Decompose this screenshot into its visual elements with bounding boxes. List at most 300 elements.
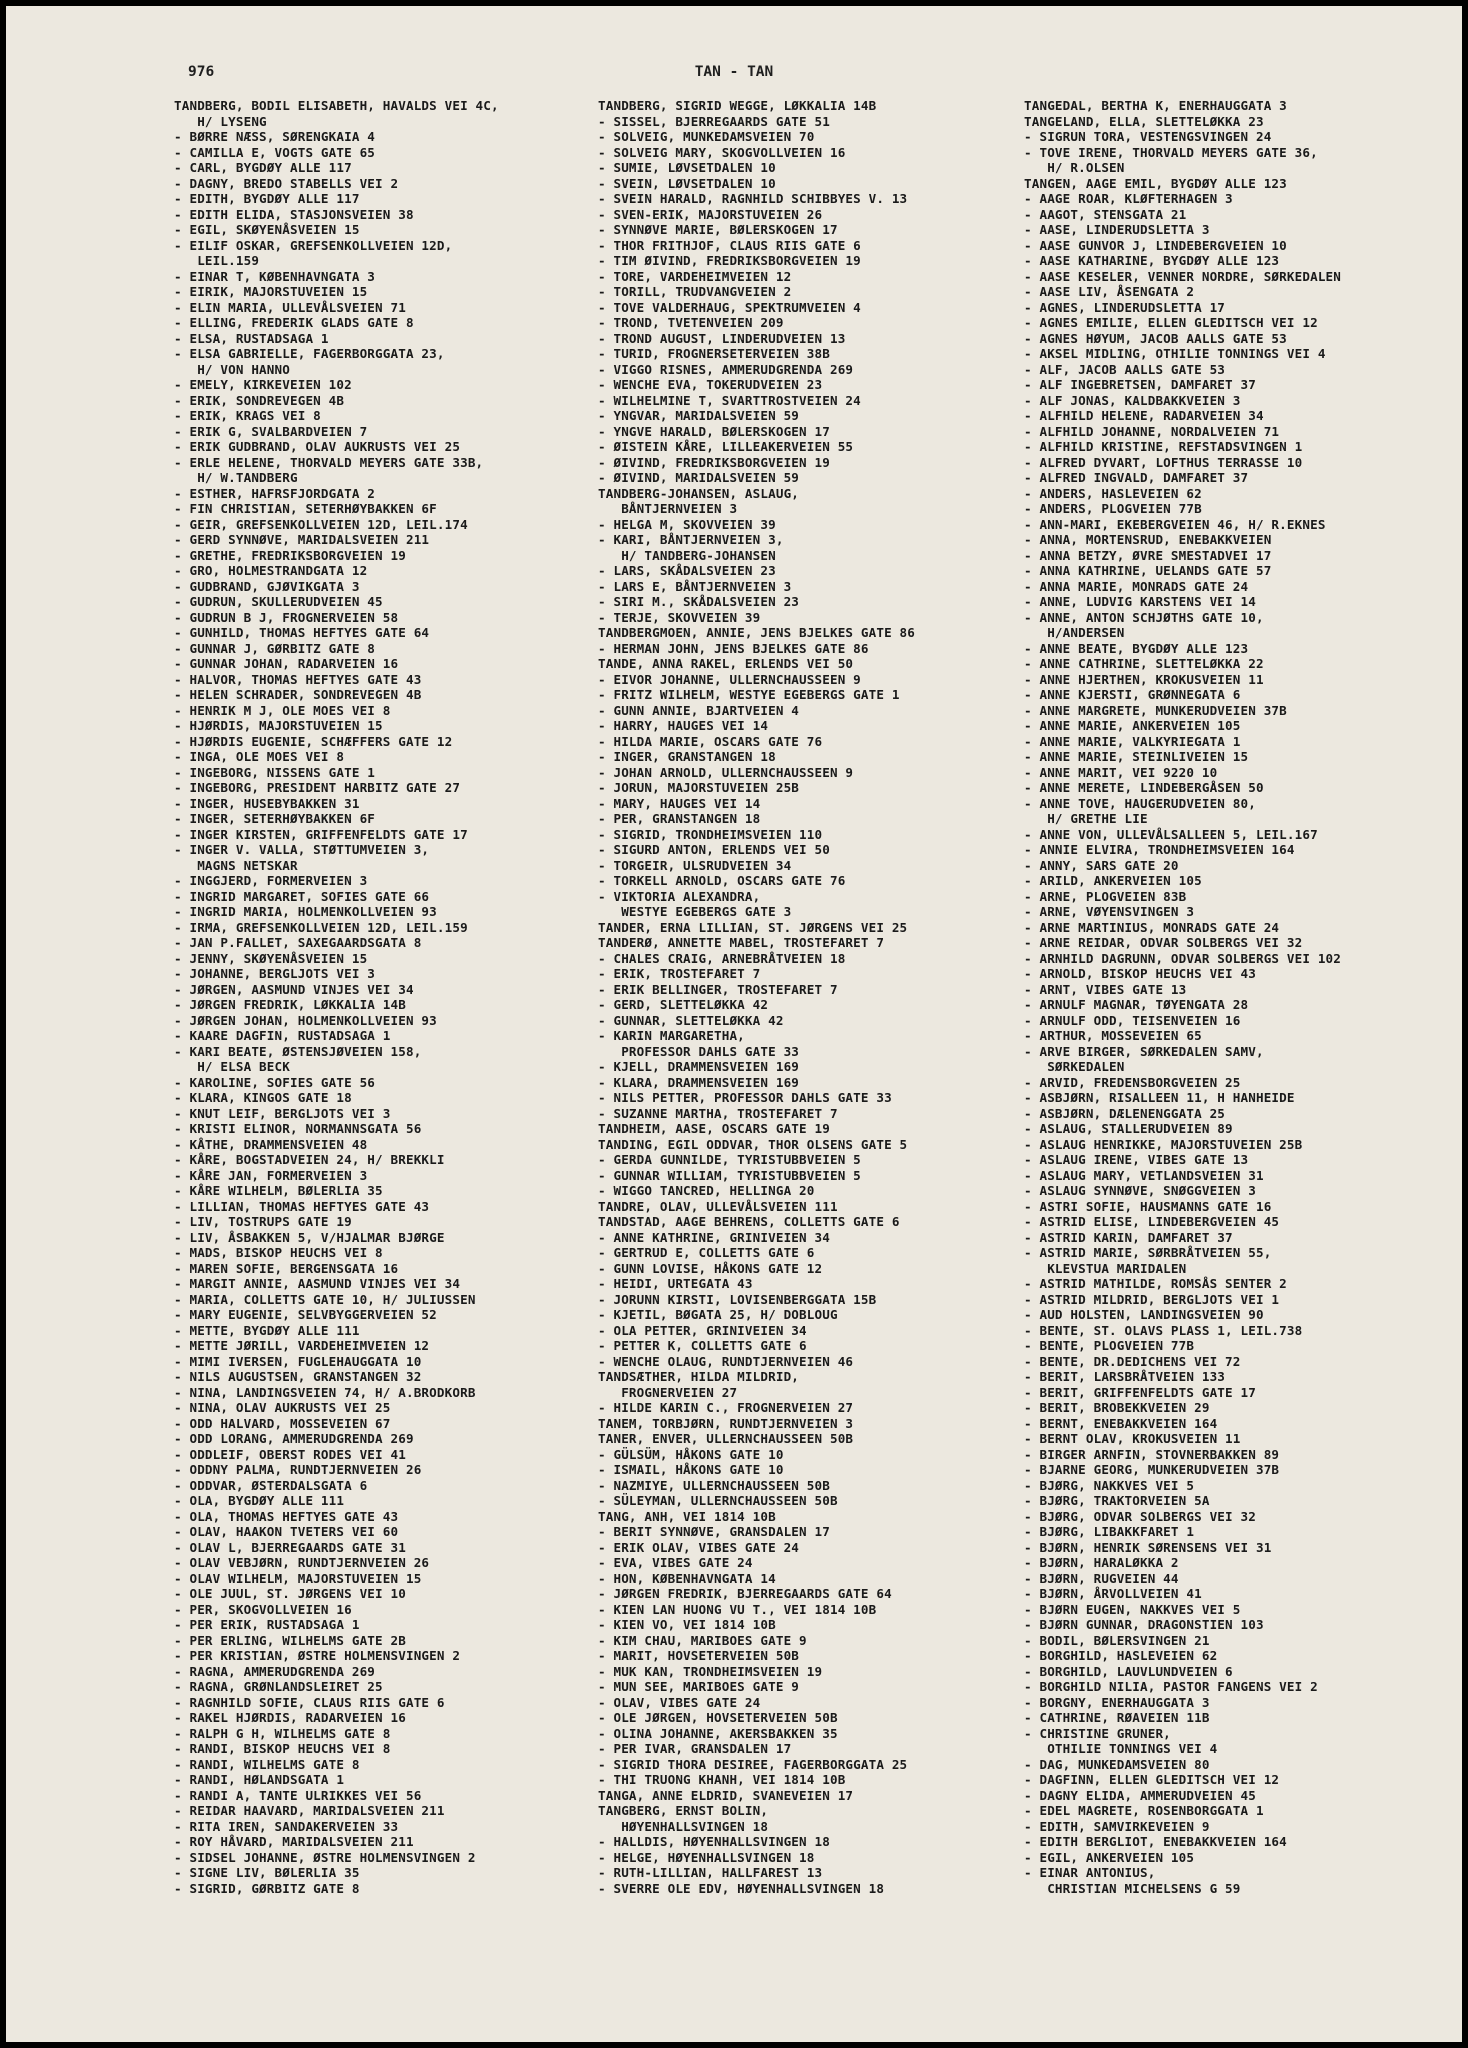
listing-line: - HILDE KARIN C., FROGNERVEIEN 27	[598, 1400, 854, 1415]
listing-line: - EVA, VIBES GATE 24	[598, 1555, 753, 1570]
listing-line: - HALVOR, THOMAS HEFTYES GATE 43	[174, 671, 422, 687]
listing-line: - TOVE VALDERHAUG, SPEKTRUMVEIEN 4	[598, 299, 861, 315]
listing-line: - ODDLEIF, OBERST RODES VEI 41	[174, 1446, 406, 1462]
listing-line: - KARI BEATE, ØSTENSJØVEIEN 158,	[174, 1043, 422, 1059]
listing-line: - CARL, BYGDØY ALLE 117	[174, 160, 352, 175]
listing-line: - AASE KESELER, VENNER NORDRE, SØRKEDALEN	[1024, 268, 1342, 284]
listing-line: - ANNE MARIT, VEI 9220 10	[1024, 764, 1218, 780]
listing-line: - ARNE, VØYENSVINGEN 3	[1024, 904, 1195, 919]
listing-line: TANDER, ERNA LILLIAN, ST. JØRGENS VEI 25	[598, 919, 908, 935]
listing-line: - HON, KØBENHAVNGATA 14	[598, 1570, 776, 1586]
page-header	[6, 64, 1462, 84]
listing-line: - ELLING, FREDERIK GLADS GATE 8	[174, 315, 414, 330]
listing-line: - ANN-MARI, EKEBERGVEIEN 46, H/ R.EKNES	[1024, 516, 1326, 532]
listing-line: - JOHAN ARNOLD, ULLERNCHAUSSEEN 9	[598, 764, 854, 780]
listing-line: - ANNE, ANTON SCHJØTHS GATE 10,	[1024, 609, 1264, 625]
listing-line: - RANDI, BISKOP HEUCHS VEI 8	[174, 1741, 391, 1756]
listing-line: - EINAR T, KØBENHAVNGATA 3	[174, 268, 376, 284]
listing-line: BÅNTJERNVEIEN 3	[598, 501, 738, 516]
listing-line: - AKSEL MIDLING, OTHILIE TONNINGS VEI 4	[1024, 346, 1326, 361]
listing-line: - AGNES EMILIE, ELLEN GLEDITSCH VEI 12	[1024, 315, 1318, 330]
listing-line: - LIV, ÅSBAKKEN 5, V/HJALMAR BJØRGE	[174, 1229, 445, 1245]
listing-line: - INGER, HUSEBYBAKKEN 31	[174, 795, 360, 811]
listing-line: - HELGE, HØYENHALLSVINGEN 18	[598, 1849, 815, 1865]
listing-line: - TROND AUGUST, LINDERUDVEIEN 13	[598, 330, 846, 346]
listing-line: - ASLAUG IRENE, VIBES GATE 13	[1024, 1152, 1249, 1167]
listing-line: - HENRIK M J, OLE MOES VEI 8	[174, 702, 391, 718]
listing-line: - SUMIE, LØVSETDALEN 10	[598, 160, 776, 175]
listing-line: - ERIK, TROSTEFARET 7	[598, 966, 761, 981]
listing-line: - ANNE MARIE, STEINLIVEIEN 15	[1024, 749, 1249, 764]
listing-line: - EIRIK, MAJORSTUVEIEN 15	[174, 284, 368, 299]
listing-line: - SIGURD ANTON, ERLENDS VEI 50	[598, 842, 830, 857]
listing-line: - ØIVIND, MARIDALSVEIEN 59	[598, 470, 800, 485]
listing-line: - GUNNAR JOHAN, RADARVEIEN 16	[174, 656, 399, 671]
listing-line: - GUDRUN B J, FROGNERVEIEN 58	[174, 609, 399, 625]
listing-line: - PER, SKOGVOLLVEIEN 16	[174, 1601, 352, 1617]
listing-line: - RALPH G H, WILHELMS GATE 8	[174, 1725, 391, 1741]
listing-line: - TIM ØIVIND, FREDRIKSBORGVEIEN 19	[598, 253, 861, 268]
listing-line: - ERIK G, SVALBARDVEIEN 7	[174, 423, 368, 439]
listing-line: - ARNULF MAGNAR, TØYENGATA 28	[1024, 997, 1249, 1012]
listing-line: - NINA, LANDINGSVEIEN 74, H/ A.BRODKORB	[174, 1384, 476, 1400]
listing-line: - GRETHE, FREDRIKSBORGVEIEN 19	[174, 547, 406, 563]
listing-line: - ARNOLD, BISKOP HEUCHS VEI 43	[1024, 966, 1256, 981]
listing-line: - ARILD, ANKERVEIEN 105	[1024, 873, 1202, 888]
listing-line: - RAGNA, GRØNLANDSLEIRET 25	[174, 1679, 383, 1694]
listing-line: - CHRISTINE GRUNER,	[1024, 1725, 1171, 1741]
listing-line: - EGIL, ANKERVEIEN 105	[1024, 1849, 1195, 1865]
listing-line: OTHILIE TONNINGS VEI 4	[1024, 1741, 1218, 1756]
listing-line: - GUNHILD, THOMAS HEFTYES GATE 64	[174, 625, 430, 640]
listing-line: - FRITZ WILHELM, WESTYE EGEBERGS GATE 1	[598, 687, 900, 702]
listing-line: - ASTRID KARIN, DAMFARET 37	[1024, 1229, 1233, 1245]
listing-line: - INGER KIRSTEN, GRIFFENFELDTS GATE 17	[174, 826, 468, 842]
listing-line: - ARNE REIDAR, ODVAR SOLBERGS VEI 32	[1024, 935, 1303, 950]
listing-line: - ASTRID MATHILDE, ROMSÅS SENTER 2	[1024, 1276, 1287, 1291]
listing-line: - WIGGO TANCRED, HELLINGA 20	[598, 1183, 815, 1198]
listing-line: - ARVE BIRGER, SØRKEDALEN SAMV,	[1024, 1043, 1264, 1059]
listing-line: - YNGVAR, MARIDALSVEIEN 59	[598, 408, 800, 423]
listing-line: - AASE GUNVOR J, LINDEBERGVEIEN 10	[1024, 237, 1287, 253]
listing-line: - SYNNØVE MARIE, BØLERSKOGEN 17	[598, 222, 838, 237]
listing-line: - DAG, MUNKEDAMSVEIEN 80	[1024, 1756, 1210, 1772]
listing-line: - JØRGEN JOHAN, HOLMENKOLLVEIEN 93	[174, 1012, 437, 1028]
listing-line: - ANNE KATHRINE, GRINIVEIEN 34	[598, 1229, 830, 1245]
listing-line: - TURID, FROGNERSETERVEIEN 38B	[598, 346, 830, 361]
listing-line: - BIRGER ARNFIN, STOVNERBAKKEN 89	[1024, 1446, 1280, 1462]
listing-line: - DAGNY, BREDO STABELLS VEI 2	[174, 175, 399, 191]
listing-line: - ANNE CATHRINE, SLETTELØKKA 22	[1024, 656, 1264, 671]
listing-line: - GUNN LOVISE, HÅKONS GATE 12	[598, 1260, 823, 1276]
listing-line: - OLINA JOHANNE, AKERSBAKKEN 35	[598, 1725, 838, 1741]
listing-line: - GUNNAR, SLETTELØKKA 42	[598, 1012, 784, 1028]
listing-line: - BORGHILD, LAUVLUNDVEIEN 6	[1024, 1663, 1233, 1679]
listing-line: - ODD HALVARD, MOSSEVEIEN 67	[174, 1415, 391, 1431]
listing-line: - TERJE, SKOVVEIEN 39	[598, 609, 761, 625]
listing-line: - ERIK, KRAGS VEI 8	[174, 408, 321, 423]
listing-line: TANDING, EGIL ODDVAR, THOR OLSENS GATE 5	[598, 1136, 908, 1152]
listing-line: - ANNA BETZY, ØVRE SMESTADVEI 17	[1024, 547, 1272, 563]
listing-line: - BJØRG, LIBAKKFARET 1	[1024, 1524, 1195, 1539]
listing-line: - ERIK OLAV, VIBES GATE 24	[598, 1539, 800, 1555]
listing-line: - MIMI IVERSEN, FUGLEHAUGGATA 10	[174, 1353, 422, 1369]
listing-line: - ANNA MARIE, MONRADS GATE 24	[1024, 578, 1249, 594]
listing-line: TANGA, ANNE ELDRID, SVANEVEIEN 17	[598, 1787, 854, 1803]
listing-line: - AAGE ROAR, KLØFTERHAGEN 3	[1024, 191, 1233, 206]
listing-line: - DAGNY ELIDA, AMMERUDVEIEN 45	[1024, 1787, 1256, 1803]
listing-line: - ANDERS, PLOGVEIEN 77B	[1024, 501, 1202, 516]
listing-line: - PER KRISTIAN, ØSTRE HOLMENSVINGEN 2	[174, 1648, 461, 1663]
listing-line: - GERD SYNNØVE, MARIDALSVEIEN 211	[174, 532, 430, 547]
listing-line: - RAKEL HJØRDIS, RADARVEIEN 16	[174, 1710, 406, 1725]
listing-line: - AASE KATHARINE, BYGDØY ALLE 123	[1024, 253, 1280, 268]
listing-line: - BJØRG, ODVAR SOLBERGS VEI 32	[1024, 1508, 1256, 1524]
listing-line: - AGNES HØYUM, JACOB AALLS GATE 53	[1024, 330, 1287, 346]
listing-line: - INGGJERD, FORMERVEIEN 3	[174, 873, 368, 888]
listing-line: - CAMILLA E, VOGTS GATE 65	[174, 144, 376, 160]
listing-line: - GUNN ANNIE, BJARTVEIEN 4	[598, 702, 800, 718]
listing-line: TANGELAND, ELLA, SLETTELØKKA 23	[1024, 113, 1264, 129]
listing-line: H/ LYSENG	[174, 113, 267, 129]
listing-line: - ELSA, RUSTADSAGA 1	[174, 330, 329, 346]
listing-line: - ASTRID MARIE, SØRBRÅTVEIEN 55,	[1024, 1245, 1272, 1260]
listing-line: - PER, GRANSTANGEN 18	[598, 811, 761, 826]
listing-line: - SOLVEIG MARY, SKOGVOLLVEIEN 16	[598, 144, 846, 160]
listing-line: - BENTE, ST. OLAVS PLASS 1, LEIL.738	[1024, 1322, 1303, 1338]
listing-line: - EDITH ELIDA, STASJONSVEIEN 38	[174, 206, 414, 222]
listing-line: - THOR FRITHJOF, CLAUS RIIS GATE 6	[598, 237, 861, 253]
listing-line: - MARGIT ANNIE, AASMUND VINJES VEI 34	[174, 1276, 461, 1291]
listing-line: - SVERRE OLE EDV, HØYENHALLSVINGEN 18	[598, 1880, 885, 1896]
listing-line: HØYENHALLSVINGEN 18	[598, 1818, 769, 1834]
listing-line: - ANNE KJERSTI, GRØNNEGATA 6	[1024, 687, 1241, 702]
listing-line: - ALF INGEBRETSEN, DAMFARET 37	[1024, 377, 1256, 392]
listing-line: - ARNHILD DAGRUNN, ODVAR SOLBERGS VEI 102	[1024, 950, 1342, 966]
listing-line: TANDSTAD, AAGE BEHRENS, COLLETTS GATE 6	[598, 1214, 900, 1229]
listing-line: - MAREN SOFIE, BERGENSGATA 16	[174, 1260, 399, 1276]
listing-line: - JORUNN KIRSTI, LOVISENBERGGATA 15B	[598, 1291, 877, 1307]
listing-line: - CHALES CRAIG, ARNEBRÅTVEIEN 18	[598, 950, 846, 966]
listing-line: - TROND, TVETENVEIEN 209	[598, 315, 784, 330]
listing-line: - JOHANNE, BERGLJOTS VEI 3	[174, 966, 376, 981]
listing-line: - INGA, OLE MOES VEI 8	[174, 749, 345, 764]
listing-line: - INGRID MARIA, HOLMENKOLLVEIEN 93	[174, 904, 437, 919]
listing-line: - JØRGEN FREDRIK, LØKKALIA 14B	[174, 997, 406, 1012]
listing-line: - BORGNY, ENERHAUGGATA 3	[1024, 1694, 1210, 1710]
listing-line: - KLARA, DRAMMENSVEIEN 169	[598, 1074, 800, 1090]
listing-line: - EGIL, SKØYENÅSVEIEN 15	[174, 222, 360, 237]
listing-line: - MADS, BISKOP HEUCHS VEI 8	[174, 1245, 383, 1260]
listing-line: TANGEDAL, BERTHA K, ENERHAUGGATA 3	[1024, 98, 1287, 113]
listing-line: - GERDA GUNNILDE, TYRISTUBBVEIEN 5	[598, 1152, 861, 1167]
listing-line: - DAGFINN, ELLEN GLEDITSCH VEI 12	[1024, 1772, 1280, 1787]
listing-line: - ARNULF ODD, TEISENVEIEN 16	[1024, 1012, 1241, 1028]
listing-line: - BERIT, BROBEKKVEIEN 29	[1024, 1400, 1210, 1415]
listing-line: - GRO, HOLMESTRANDGATA 12	[174, 563, 368, 578]
listing-line: - SISSEL, BJERREGAARDS GATE 51	[598, 113, 830, 129]
listing-line: - JAN P.FALLET, SAXEGAARDSGATA 8	[174, 935, 422, 950]
listing-line: - ANNA, MORTENSRUD, ENEBAKKVEIEN	[1024, 532, 1272, 547]
listing-line: - KARI, BÅNTJERNVEIEN 3,	[598, 532, 784, 547]
listing-line: - ASLAUG HENRIKKE, MAJORSTUVEIEN 25B	[1024, 1136, 1303, 1152]
listing-column-1	[174, 98, 589, 1896]
listing-line: - AASE LIV, ÅSENGATA 2	[1024, 284, 1195, 299]
listing-line: - PER IVAR, GRANSDALEN 17	[598, 1741, 792, 1756]
listing-line: TANER, ENVER, ULLERNCHAUSSEEN 50B	[598, 1431, 854, 1446]
listing-line: - HELEN SCHRADER, SONDREVEGEN 4B	[174, 687, 422, 702]
listing-line: - ANNIE ELVIRA, TRONDHEIMSVEIEN 164	[1024, 842, 1295, 857]
page-number: 976	[188, 64, 215, 80]
listing-line: - MARIT, HOVSETERVEIEN 50B	[598, 1648, 800, 1663]
listing-line: - BERNT, ENEBAKKVEIEN 164	[1024, 1415, 1218, 1431]
listing-line: - OLE JØRGEN, HOVSETERVEIEN 50B	[598, 1710, 838, 1725]
listing-line: - SVEIN HARALD, RAGNHILD SCHIBBYES V. 13	[598, 191, 908, 206]
listing-line: - RAGNA, AMMERUDGRENDA 269	[174, 1663, 376, 1679]
listing-line: - THI TRUONG KHANH, VEI 1814 10B	[598, 1772, 846, 1787]
listing-line: - RANDI, HØLANDSGATA 1	[174, 1772, 345, 1787]
listing-line: - PER ERLING, WILHELMS GATE 2B	[174, 1632, 406, 1648]
listing-line: - ANNE, LUDVIG KARSTENS VEI 14	[1024, 594, 1256, 609]
listing-line: - HALLDIS, HØYENHALLSVINGEN 18	[598, 1834, 830, 1849]
listing-line: TANEM, TORBJØRN, RUNDTJERNVEIEN 3	[598, 1415, 854, 1431]
listing-line: - BERNT OLAV, KROKUSVEIEN 11	[1024, 1431, 1241, 1446]
listing-line: - GUNNAR J, GØRBITZ GATE 8	[174, 640, 376, 656]
listing-line: - ARTHUR, MOSSEVEIEN 65	[1024, 1028, 1202, 1043]
listing-line: - VIKTORIA ALEXANDRA,	[598, 888, 761, 904]
listing-line: - ODD LORANG, AMMERUDGRENDA 269	[174, 1431, 414, 1446]
listing-line: - ASBJØRN, RISALLEEN 11, H HANHEIDE	[1024, 1090, 1295, 1105]
listing-line: - JORUN, MAJORSTUVEIEN 25B	[598, 780, 800, 795]
listing-line: - ALF, JACOB AALLS GATE 53	[1024, 361, 1226, 377]
listing-line: - LARS E, BÅNTJERNVEIEN 3	[598, 578, 792, 594]
listing-line: - BJØRN EUGEN, NAKKVES VEI 5	[1024, 1601, 1241, 1617]
listing-line: - ARNE, PLOGVEIEN 83B	[1024, 888, 1187, 904]
listing-line: - INGER, SETERHØYBAKKEN 6F	[174, 811, 376, 826]
listing-line: TANDBERG, BODIL ELISABETH, HAVALDS VEI 4C,	[174, 98, 499, 113]
listing-line: - OLA PETTER, GRINIVEIEN 34	[598, 1322, 807, 1338]
listing-line: - RUTH-LILLIAN, HALLFAREST 13	[598, 1865, 823, 1880]
listing-line: - ØISTEIN KÅRE, LILLEAKERVEIEN 55	[598, 439, 854, 454]
listing-line: - ELIN MARIA, ULLEVÅLSVEIEN 71	[174, 299, 406, 315]
listing-line: - KJETIL, BØGATA 25, H/ DOBLOUG	[598, 1307, 838, 1322]
listing-line: - NAZMIYE, ULLERNCHAUSSEEN 50B	[598, 1477, 830, 1493]
listing-line: - JENNY, SKØYENÅSVEIEN 15	[174, 950, 368, 966]
listing-line: - HEIDI, URTEGATA 43	[598, 1276, 753, 1291]
listing-line: - EIVOR JOHANNE, ULLERNCHAUSSEEN 9	[598, 671, 861, 687]
listing-line: - HERMAN JOHN, JENS BJELKES GATE 86	[598, 640, 869, 656]
listing-line: - SOLVEIG, MUNKEDAMSVEIEN 70	[598, 129, 815, 144]
listing-line: - KAARE DAGFIN, RUSTADSAGA 1	[174, 1028, 391, 1043]
listing-line: TANDBERGMOEN, ANNIE, JENS BJELKES GATE 86	[598, 625, 916, 640]
listing-line: - BJØRN, HARALØKKA 2	[1024, 1555, 1179, 1570]
listing-line: - BJØRN GUNNAR, DRAGONSTIEN 103	[1024, 1617, 1264, 1632]
listing-line: H/ GRETHE LIE	[1024, 811, 1148, 826]
listing-line: - TORILL, TRUDVANGVEIEN 2	[598, 284, 792, 299]
listing-line: - TOVE IRENE, THORVALD MEYERS GATE 36,	[1024, 144, 1318, 160]
listing-line: - EILIF OSKAR, GREFSENKOLLVEIEN 12D,	[174, 237, 453, 253]
listing-line: - YNGVE HARALD, BØLERSKOGEN 17	[598, 423, 830, 439]
listing-line: - ASTRID MILDRID, BERGLJOTS VEI 1	[1024, 1291, 1280, 1307]
listing-line: - TORE, VARDEHEIMVEIEN 12	[598, 268, 792, 284]
listing-line: H/ ELSA BECK	[174, 1059, 290, 1074]
listing-line: - PER ERIK, RUSTADSAGA 1	[174, 1617, 360, 1632]
listing-line: - MARY EUGENIE, SELVBYGGERVEIEN 52	[174, 1307, 437, 1322]
listing-line: - ASLAUG MARY, VETLANDSVEIEN 31	[1024, 1167, 1264, 1183]
listing-line: - ANDERS, HASLEVEIEN 62	[1024, 485, 1202, 501]
listing-line: - ANNE MERETE, LINDEBERGÅSEN 50	[1024, 780, 1264, 795]
listing-line: - VIGGO RISNES, AMMERUDGRENDA 269	[598, 361, 854, 377]
listing-line: - ROY HÅVARD, MARIDALSVEIEN 211	[174, 1834, 414, 1849]
listing-line: - HJØRDIS EUGENIE, SCHÆFFERS GATE 12	[174, 733, 453, 749]
listing-line: - OLAV, HAAKON TVETERS VEI 60	[174, 1524, 399, 1539]
listing-line: - AASE, LINDERUDSLETTA 3	[1024, 222, 1210, 237]
listing-line: H/ TANDBERG-JOHANSEN	[598, 547, 776, 563]
listing-line: - GUDBRAND, GJØVIKGATA 3	[174, 578, 360, 594]
listing-line: H/ VON HANNO	[174, 361, 290, 377]
listing-line: - ASBJØRN, DÆLENENGGATA 25	[1024, 1105, 1226, 1121]
listing-line: - INGEBORG, NISSENS GATE 1	[174, 764, 376, 780]
listing-line: TANDSÆTHER, HILDA MILDRID,	[598, 1369, 800, 1384]
listing-line: - REIDAR HAAVARD, MARIDALSVEIEN 211	[174, 1803, 445, 1818]
listing-line: - INGER, GRANSTANGEN 18	[598, 749, 776, 764]
listing-line: - MUN SEE, MARIBOES GATE 9	[598, 1679, 800, 1694]
listing-line: - ANNE MARIE, ANKERVEIEN 105	[1024, 718, 1241, 733]
listing-line: - SUZANNE MARTHA, TROSTEFARET 7	[598, 1105, 838, 1121]
listing-line: - JØRGEN FREDRIK, BJERREGAARDS GATE 64	[598, 1586, 892, 1601]
listing-line: - BENTE, PLOGVEIEN 77B	[1024, 1338, 1195, 1353]
listing-line: - WILHELMINE T, SVARTTROSTVEIEN 24	[598, 392, 861, 408]
listing-line: - BORGHILD NILIA, PASTOR FANGENS VEI 2	[1024, 1679, 1318, 1694]
listing-line: - EDITH, SAMVIRKEVEIEN 9	[1024, 1818, 1210, 1834]
directory-page	[6, 6, 1462, 2042]
listing-line: - ARNT, VIBES GATE 13	[1024, 981, 1187, 997]
listing-line: - KLARA, KINGOS GATE 18	[174, 1090, 352, 1105]
listing-line: - ANNE MARGRETE, MUNKERUDVEIEN 37B	[1024, 702, 1287, 718]
listing-line: TANGEN, AAGE EMIL, BYGDØY ALLE 123	[1024, 175, 1287, 191]
listing-line: - ARVID, FREDENSBORGVEIEN 25	[1024, 1074, 1241, 1090]
listing-line: - RANDI, WILHELMS GATE 8	[174, 1756, 360, 1772]
listing-line: - EINAR ANTONIUS,	[1024, 1865, 1156, 1880]
listing-line: - ISMAIL, HÅKONS GATE 10	[598, 1462, 784, 1477]
listing-line: - CATHRINE, RØAVEIEN 11B	[1024, 1710, 1210, 1725]
listing-line: - AUD HOLSTEN, LANDINGSVEIEN 90	[1024, 1307, 1264, 1322]
listing-line: - PETTER K, COLLETTS GATE 6	[598, 1338, 807, 1353]
listing-line: - BJØRG, NAKKVES VEI 5	[1024, 1477, 1195, 1493]
listing-line: - BJØRG, TRAKTORVEIEN 5A	[1024, 1493, 1210, 1508]
listing-line: TANDRE, OLAV, ULLEVÅLSVEIEN 111	[598, 1198, 838, 1214]
listing-line: - ESTHER, HAFRSFJORDGATA 2	[174, 485, 376, 501]
listing-line: - BENTE, DR.DEDICHENS VEI 72	[1024, 1353, 1241, 1369]
listing-line: - WENCHE OLAUG, RUNDTJERNVEIEN 46	[598, 1353, 854, 1369]
listing-line: - GÜLSÜM, HÅKONS GATE 10	[598, 1446, 784, 1462]
listing-line: - LIV, TOSTRUPS GATE 19	[174, 1214, 352, 1229]
listing-line: - BORGHILD, HASLEVEIEN 62	[1024, 1648, 1218, 1663]
listing-line: - OLE JUUL, ST. JØRGENS VEI 10	[174, 1586, 406, 1601]
listing-line: - KIM CHAU, MARIBOES GATE 9	[598, 1632, 807, 1648]
listing-line: - ANNE VON, ULLEVÅLSALLEEN 5, LEIL.167	[1024, 826, 1318, 842]
listing-line: - KÅRE WILHELM, BØLERLIA 35	[174, 1183, 383, 1198]
listing-line: PROFESSOR DAHLS GATE 33	[598, 1043, 800, 1059]
listing-line: - GUDRUN, SKULLERUDVEIEN 45	[174, 594, 383, 609]
listing-line: SØRKEDALEN	[1024, 1059, 1125, 1074]
listing-line: - SÜLEYMAN, ULLERNCHAUSSEEN 50B	[598, 1493, 838, 1508]
listing-line: - ASTRID ELISE, LINDEBERGVEIEN 45	[1024, 1214, 1280, 1229]
listing-line: - GERTRUD E, COLLETTS GATE 6	[598, 1245, 815, 1260]
listing-line: - MARIA, COLLETTS GATE 10, H/ JULIUSSEN	[174, 1291, 476, 1307]
listing-line: - KIEN VO, VEI 1814 10B	[598, 1617, 776, 1632]
listing-line: H/ W.TANDBERG	[174, 470, 298, 485]
listing-line: - ASLAUG SYNNØVE, SNØGGVEIEN 3	[1024, 1183, 1256, 1198]
listing-line: - AGNES, LINDERUDSLETTA 17	[1024, 299, 1226, 315]
listing-line: TANDHEIM, AASE, OSCARS GATE 19	[598, 1121, 830, 1136]
listing-line: TANGBERG, ERNST BOLIN,	[598, 1803, 769, 1818]
listing-line: - BODIL, BØLERSVINGEN 21	[1024, 1632, 1210, 1648]
listing-line: - AAGOT, STENSGATA 21	[1024, 206, 1187, 222]
listing-line: - BERIT, LARSBRÅTVEIEN 133	[1024, 1369, 1226, 1384]
listing-line: - KÅTHE, DRAMMENSVEIEN 48	[174, 1136, 368, 1152]
listing-line: - OLAV WILHELM, MAJORSTUVEIEN 15	[174, 1570, 422, 1586]
listing-line: - WENCHE EVA, TOKERUDVEIEN 23	[598, 377, 823, 392]
listing-line: - LILLIAN, THOMAS HEFTYES GATE 43	[174, 1198, 430, 1214]
listing-line: - LARS, SKÅDALSVEIEN 23	[598, 563, 776, 578]
listing-line: - KAROLINE, SOFIES GATE 56	[174, 1074, 376, 1090]
listing-line: - EDEL MAGRETE, ROSENBORGGATA 1	[1024, 1803, 1264, 1818]
listing-line: - OLA, THOMAS HEFTYES GATE 43	[174, 1508, 399, 1524]
listing-line: - FIN CHRISTIAN, SETERHØYBAKKEN 6F	[174, 501, 437, 516]
listing-line: - NILS AUGUSTSEN, GRANSTANGEN 32	[174, 1369, 422, 1384]
listing-line: - MUK KAN, TRONDHEIMSVEIEN 19	[598, 1663, 823, 1679]
listing-line: - SIGRID THORA DESIREE, FAGERBORGGATA 25	[598, 1756, 908, 1772]
listing-line: - ARNE MARTINIUS, MONRADS GATE 24	[1024, 919, 1280, 935]
listing-line: - TORGEIR, ULSRUDVEIEN 34	[598, 857, 792, 873]
listing-line: - ALFRED DYVART, LOFTHUS TERRASSE 10	[1024, 454, 1303, 470]
listing-line: - SIGRID, TRONDHEIMSVEIEN 110	[598, 826, 823, 842]
listing-line: TANDERØ, ANNETTE MABEL, TROSTEFARET 7	[598, 935, 885, 950]
listing-line: - SIGRID, GØRBITZ GATE 8	[174, 1880, 360, 1896]
listing-line: - SIGNE LIV, BØLERLIA 35	[174, 1865, 360, 1880]
listing-line: - EDITH BERGLIOT, ENEBAKKVEIEN 164	[1024, 1834, 1287, 1849]
listing-line: FROGNERVEIEN 27	[598, 1384, 738, 1400]
listing-line: - NINA, OLAV AUKRUSTS VEI 25	[174, 1400, 391, 1415]
listing-line: - ANNE TOVE, HAUGERUDVEIEN 80,	[1024, 795, 1256, 811]
listing-line: - SIDSEL JOHANNE, ØSTRE HOLMENSVINGEN 2	[174, 1849, 476, 1865]
listing-line: TANDBERG-JOHANSEN, ASLAUG,	[598, 485, 800, 501]
listing-line: - ERIK GUDBRAND, OLAV AUKRUSTS VEI 25	[174, 439, 461, 454]
listing-line: - SVEN-ERIK, MAJORSTUVEIEN 26	[598, 206, 823, 222]
listing-line: - METTE, BYGDØY ALLE 111	[174, 1322, 360, 1338]
listing-line: TANG, ANH, VEI 1814 10B	[598, 1508, 776, 1524]
listing-line: TANDBERG, SIGRID WEGGE, LØKKALIA 14B	[598, 98, 877, 113]
listing-line: - OLAV VEBJØRN, RUNDTJERNVEIEN 26	[174, 1555, 430, 1570]
listing-line: - EMELY, KIRKEVEIEN 102	[174, 377, 352, 392]
listing-line: - BJØRN, ÅRVOLLVEIEN 41	[1024, 1586, 1202, 1601]
listing-column-3	[1024, 98, 1454, 1896]
running-head: TAN - TAN	[694, 64, 774, 80]
listing-line: - RANDI A, TANTE ULRIKKES VEI 56	[174, 1787, 422, 1803]
listing-line: - GEIR, GREFSENKOLLVEIEN 12D, LEIL.174	[174, 516, 468, 532]
listing-line: - ASLAUG, STALLERUDVEIEN 89	[1024, 1121, 1233, 1136]
listing-line: - BJØRN, HENRIK SØRENSENS VEI 31	[1024, 1539, 1272, 1555]
listing-line: - BERIT, GRIFFENFELDTS GATE 17	[1024, 1384, 1256, 1400]
listing-line: - HILDA MARIE, OSCARS GATE 76	[598, 733, 823, 749]
listing-line: - KRISTI ELINOR, NORMANNSGATA 56	[174, 1121, 422, 1136]
listing-line: - ASTRI SOFIE, HAUSMANNS GATE 16	[1024, 1198, 1272, 1214]
listing-line: - ODDNY PALMA, RUNDTJERNVEIEN 26	[174, 1462, 422, 1477]
listing-line: CHRISTIAN MICHELSENS G 59	[1024, 1880, 1241, 1896]
listing-line: - ELSA GABRIELLE, FAGERBORGGATA 23,	[174, 346, 445, 361]
listing-line: - SVEIN, LØVSETDALEN 10	[598, 175, 776, 191]
